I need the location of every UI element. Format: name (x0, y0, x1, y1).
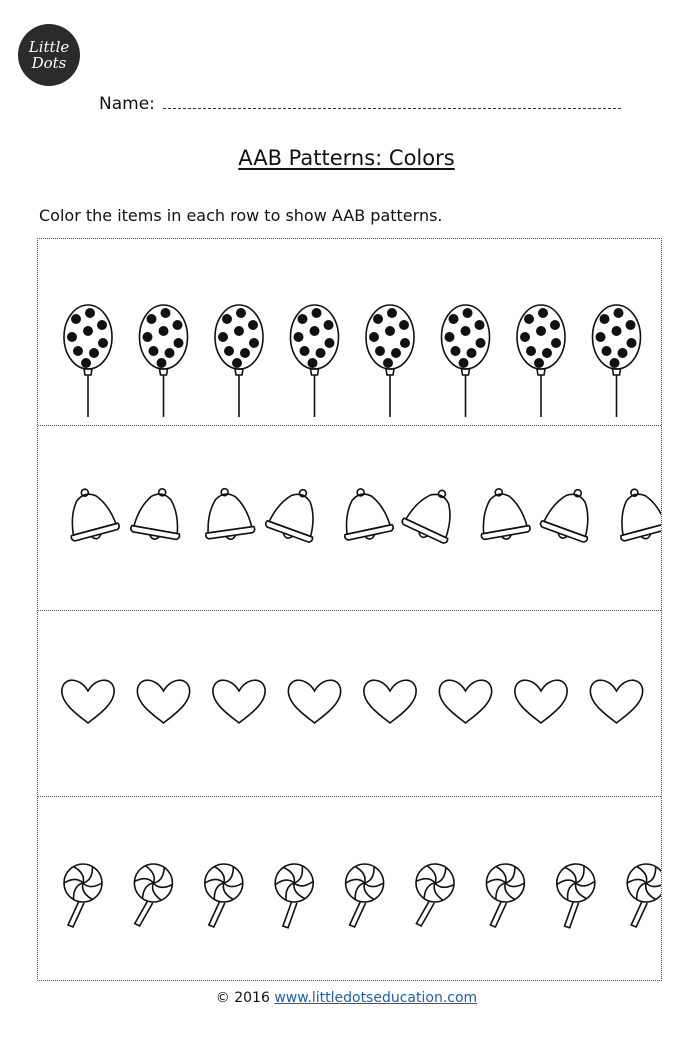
bell-icon[interactable] (200, 485, 256, 542)
bell-row (38, 425, 661, 611)
lollipop-icon[interactable] (346, 864, 384, 927)
name-write-line[interactable] (163, 94, 621, 109)
heart-icon[interactable] (590, 680, 642, 723)
balloon-icon[interactable] (366, 305, 414, 417)
name-field[interactable] (99, 94, 621, 114)
bell-icon[interactable] (400, 480, 466, 547)
little-dots-logo (18, 24, 80, 86)
balloon-icon[interactable] (593, 305, 641, 417)
name-label: Name: (99, 94, 155, 114)
worksheet-title: AAB Patterns: Colors (238, 146, 455, 170)
bell-icon[interactable] (130, 485, 187, 544)
copyright-text: © 2016 (215, 990, 270, 1006)
bell-icon[interactable] (538, 481, 602, 546)
balloon-icon[interactable] (140, 305, 188, 417)
bell-icon[interactable] (336, 484, 395, 544)
bell-icon[interactable] (60, 483, 121, 545)
bell-icon[interactable] (264, 481, 328, 546)
logo-line-1: Little (28, 38, 70, 56)
balloon-icon[interactable] (291, 305, 339, 417)
balloon-row (38, 239, 661, 425)
heart-icon[interactable] (364, 680, 416, 723)
lollipop-icon[interactable] (555, 862, 598, 928)
bell-icon[interactable] (474, 485, 531, 544)
heart-icon[interactable] (137, 680, 189, 723)
website-link[interactable]: www.littledotseducation.com (274, 990, 478, 1006)
balloon-icon[interactable] (442, 305, 490, 417)
lollipop-icon[interactable] (274, 862, 317, 928)
heart-icon[interactable] (515, 680, 567, 723)
lollipop-icon[interactable] (486, 864, 524, 927)
lollipop-icon[interactable] (64, 864, 102, 927)
lollipop-row (38, 796, 661, 981)
balloon-icon[interactable] (64, 305, 112, 417)
lollipop-icon[interactable] (412, 862, 455, 928)
lollipop-icon[interactable] (131, 862, 174, 928)
heart-icon[interactable] (439, 680, 491, 723)
lollipop-icon[interactable] (205, 864, 243, 927)
pattern-frame (37, 238, 662, 981)
heart-row (38, 610, 661, 797)
heart-icon[interactable] (213, 680, 265, 723)
lollipop-icon[interactable] (627, 864, 661, 927)
instructions-text: Color the items in each row to show AAB patterns. (39, 206, 443, 225)
heart-icon[interactable] (288, 680, 340, 723)
balloon-icon[interactable] (215, 305, 263, 417)
balloon-icon[interactable] (517, 305, 565, 417)
heart-icon[interactable] (62, 680, 114, 723)
logo-line-2: Dots (31, 54, 67, 72)
footer (0, 990, 693, 1006)
bell-icon[interactable] (610, 483, 661, 545)
